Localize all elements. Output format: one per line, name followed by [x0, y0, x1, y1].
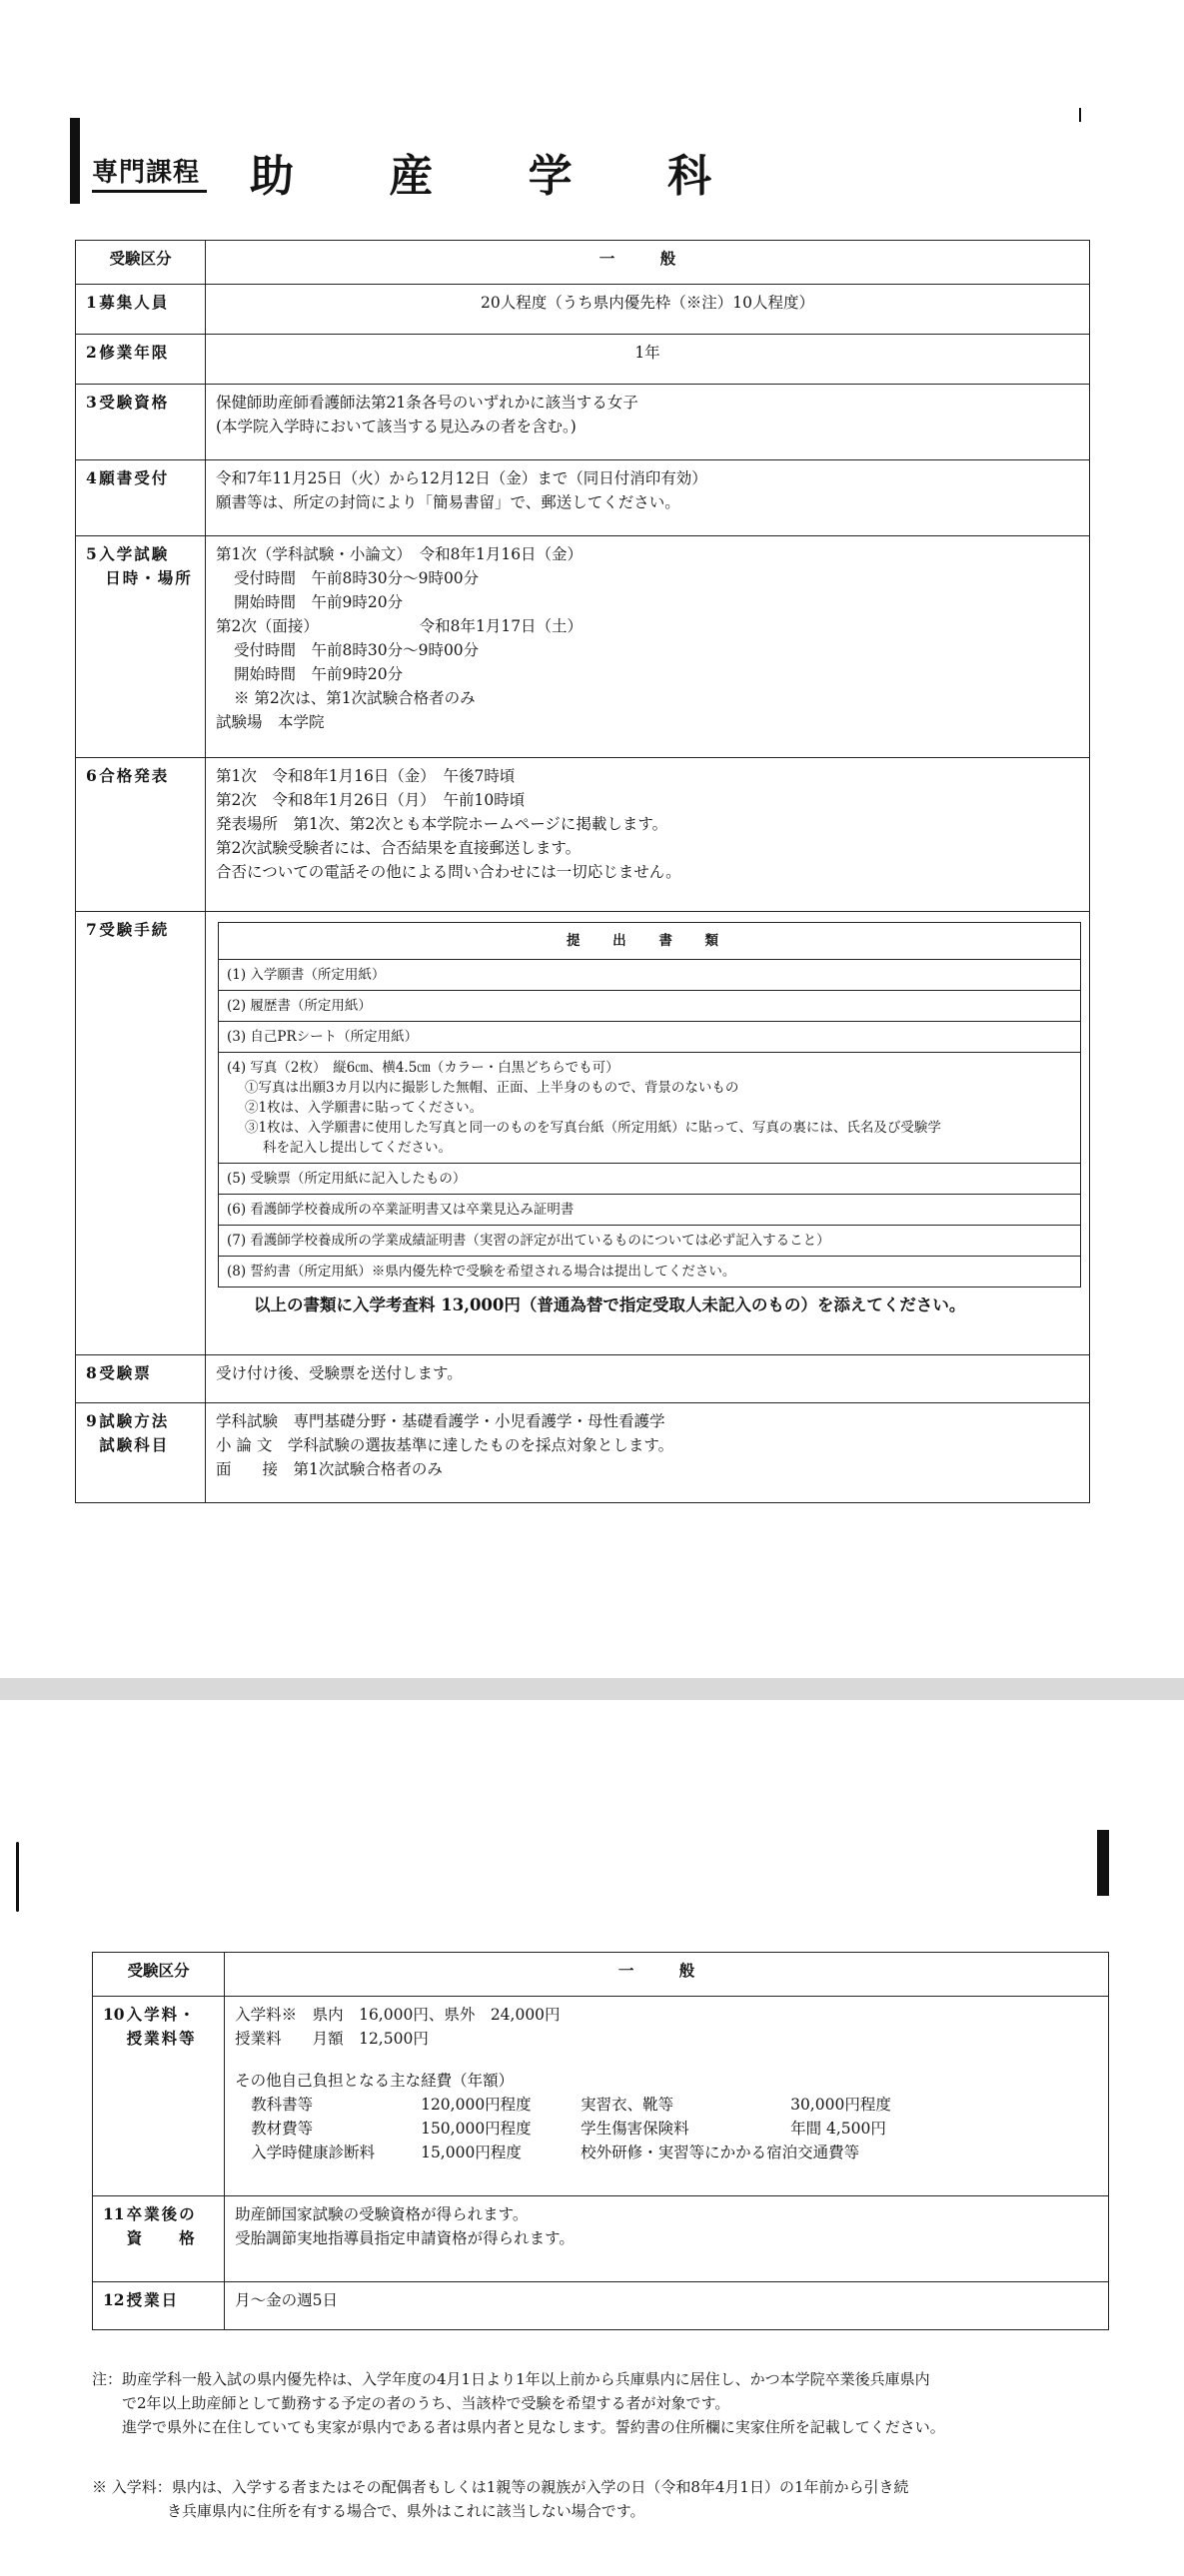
exam-category-label: 受験区分: [76, 241, 206, 285]
tuition-fee: 授業料 月額 12,500円: [235, 2030, 429, 2048]
row-label-qualification: 卒業後の: [126, 2204, 197, 2223]
row-label-procedure: 受験手続: [97, 912, 205, 1355]
results-line: 第2次 令和8年1月26日（月） 午前10時頃: [216, 791, 526, 809]
eligibility-line: (本学院入学時において該当する見込みの者を含む。): [216, 418, 577, 435]
exam-category-label: 受験区分: [93, 1953, 225, 1997]
entrance-fee: 入学料※ 県内 16,000円、県外 24,000円: [235, 2006, 561, 2024]
document-item: (3) 自己PRシート（所定用紙）: [219, 1022, 1081, 1053]
cost-amount: 120,000円程度: [421, 2096, 532, 2114]
table-row: [93, 2282, 1109, 2330]
row-label-class-days: 授業日: [125, 2282, 225, 2330]
document-item: (4) 写真（2枚） 縦6㎝、横4.5㎝（カラー・白黒どちらでも可）: [227, 1060, 619, 1076]
eligibility-line: 保健師助産師看護師法第21条各号のいずれかに該当する女子: [216, 394, 638, 412]
cost-amount: 年間 4,500円: [790, 2120, 886, 2138]
row-number: 7: [76, 912, 98, 1355]
scan-mark: [1079, 108, 1081, 122]
table-row: [76, 1403, 1090, 1503]
photo-requirement: ③1枚は、入学願書に使用した写真と同一のものを写真台紙（所定用紙）に貼って、写真の裏には、氏名及び受験学: [245, 1120, 941, 1136]
note-line: き兵庫県内に住所を有する場合で、県外はこれに該当しない場合です。: [92, 2502, 645, 2520]
fees-table: [92, 1952, 1109, 2330]
row-label-exam-schedule: 入学試験: [99, 544, 170, 563]
table-row: [76, 536, 1090, 758]
table-row: [93, 2196, 1109, 2282]
qualification-line: 受胎調節実地指導員指定申請資格が得られます。: [235, 2229, 575, 2247]
page-2: [0, 1700, 1184, 2576]
other-costs-grid: [251, 2093, 1098, 2164]
admissions-table: [75, 240, 1090, 1503]
photo-requirement: ②1枚は、入学願書に貼ってください。: [245, 1100, 484, 1116]
schedule-line: ※ 第2次は、第1次試験合格者のみ: [234, 689, 476, 707]
table-row: [76, 385, 1090, 460]
qualification-line: 助産師国家試験の受験資格が得られます。: [235, 2205, 529, 2223]
course-category-label: 専門課程: [92, 158, 201, 188]
exam-ticket-value: 受け付け後、受験票を送付します。: [216, 1364, 463, 1382]
table-row: [76, 912, 1090, 1355]
page-separator: [0, 1678, 1184, 1700]
cost-amount: 150,000円程度: [421, 2120, 532, 2138]
header-underline: [92, 190, 207, 193]
table-row: [76, 335, 1090, 385]
photo-requirement: ①写真は出願3カ月以内に撮影した無帽、正面、上半身のもので、背景のないもの: [245, 1080, 739, 1096]
row-label-application: 願書受付: [97, 460, 205, 536]
row-number: 6: [76, 758, 98, 912]
document-item: (8) 誓約書（所定用紙）※県内優先枠で受験を希望される場合は提出してください。: [219, 1257, 1081, 1288]
document-item: (5) 受験票（所定用紙に記入したもの）: [219, 1164, 1081, 1195]
priority-quota-note: [92, 2367, 945, 2439]
row-label-exam-subjects: 試験科目: [99, 1435, 170, 1454]
row-number: 5: [76, 536, 98, 758]
note-line: 進学で県外に在住していても実家が県内である者は県内者と見なします。誓約書の住所欄に実家住所を記載してください。: [92, 2418, 945, 2436]
row-label-exam-method: 試験方法: [99, 1411, 170, 1430]
table-row: [93, 1997, 1109, 2196]
row-number: 8: [76, 1355, 98, 1403]
table-header-row: [76, 241, 1090, 285]
table-row: [76, 285, 1090, 335]
exam-method-line: 小 論 文 学科試験の選抜基準に達したものを採点対象とします。: [216, 1436, 674, 1454]
row-number: 11: [93, 2196, 125, 2282]
capacity-value: 20人程度（うち県内優先枠（※注）10人程度）: [481, 294, 814, 312]
table-header-row: [93, 1953, 1109, 1997]
document-item: (7) 看護師学校養成所の学業成績証明書（実習の評定が出ているものについては必ず記入すること）: [219, 1226, 1081, 1257]
exam-method-line: 学科試験 専門基礎分野・基礎看護学・小児看護学・母性看護学: [216, 1412, 665, 1430]
results-line: 第2次試験受験者には、合否結果を直接郵送します。: [216, 839, 582, 857]
schedule-line: 第1次（学科試験・小論文） 令和8年1月16日（金）: [216, 545, 584, 563]
table-row: [76, 460, 1090, 536]
note-line: ※ 入学料：県内は、入学する者またはその配偶者もしくは1親等の親族が入学の日（令和8年4月1日）の1年前から引き続: [92, 2478, 909, 2496]
scan-mark: [16, 1842, 19, 1912]
note-line: 注：助産学科一般入試の県内優先枠は、入学年度の4月1日より1年以上前から兵庫県内に居住し、かつ本学院卒業後兵庫県内: [92, 2370, 930, 2388]
row-label-results: 合格発表: [97, 758, 205, 912]
cost-item: 校外研修・実習等にかかる宿泊交通費等: [581, 2144, 860, 2161]
cost-item: 学生傷害保険料: [581, 2120, 689, 2138]
row-number: 1: [76, 285, 98, 335]
note-line: で2年以上助産師として勤務する予定の者のうち、当該枠で受験を希望する者が対象です。: [92, 2394, 730, 2412]
schedule-line: 開始時間 午前9時20分: [234, 593, 404, 611]
cost-amount: 15,000円程度: [421, 2144, 522, 2161]
cost-item: 教材費等: [251, 2120, 314, 2138]
results-line: 合否についての電話その他による問い合わせには一切応じません。: [216, 863, 681, 881]
exam-category-value: 一 般: [206, 241, 1090, 285]
photo-requirement: 科を記入し提出してください。: [263, 1140, 452, 1156]
row-number: 12: [93, 2282, 125, 2330]
cost-item: 教科書等: [251, 2096, 314, 2114]
row-number: 3: [76, 385, 98, 460]
row-label-fees: 入学料・: [126, 2005, 197, 2024]
duration-value: 1年: [634, 344, 660, 362]
class-days-value: 月～金の週5日: [235, 2291, 338, 2309]
cost-item: 実習衣、靴等: [581, 2096, 674, 2114]
document-item: (1) 入学願書（所定用紙）: [219, 960, 1081, 991]
exam-category-value: 一 般: [225, 1953, 1109, 1997]
results-line: 発表場所 第1次、第2次とも本学院ホームページに掲載します。: [216, 815, 668, 833]
application-line: 令和7年11月25日（火）から12月12日（金）まで（同日付消印有効）: [216, 469, 707, 487]
row-label-exam-ticket: 受験票: [97, 1355, 205, 1403]
other-costs-title: その他自己負担となる主な経費（年額）: [235, 2072, 515, 2090]
schedule-line: 試験場 本学院: [216, 713, 325, 731]
header-bar: [70, 118, 80, 204]
documents-header: 提 出 書 類: [219, 923, 1081, 960]
cost-amount: 30,000円程度: [790, 2096, 891, 2114]
row-number: 10: [93, 1997, 125, 2196]
exam-fee-note: 以上の書類に入学考査料 13,000円（普通為替で指定受取人未記入のもの）を添えてください。: [254, 1295, 966, 1314]
row-label-qualification-2: 資 格: [126, 2228, 197, 2247]
row-label-eligibility: 受験資格: [97, 385, 205, 460]
document-item: (6) 看護師学校養成所の卒業証明書又は卒業見込み証明書: [219, 1195, 1081, 1226]
exam-method-line: 面 接 第1次試験合格者のみ: [216, 1460, 443, 1478]
schedule-line: 第2次（面接） 令和8年1月17日（土）: [216, 617, 584, 635]
results-line: 第1次 令和8年1月16日（金） 午後7時頃: [216, 767, 516, 785]
documents-table: [218, 922, 1081, 1288]
table-row: [76, 758, 1090, 912]
document-item: (2) 履歴書（所定用紙）: [219, 991, 1081, 1022]
row-label-duration: 修業年限: [97, 335, 205, 385]
row-label-capacity: 募集人員: [97, 285, 205, 335]
schedule-line: 受付時間 午前8時30分～9時00分: [234, 569, 480, 587]
entrance-fee-note: [92, 2475, 909, 2523]
schedule-line: 受付時間 午前8時30分～9時00分: [234, 641, 480, 659]
schedule-line: 開始時間 午前9時20分: [234, 665, 404, 683]
page-title: 助 産 学 科: [250, 151, 751, 202]
application-line: 願書等は、所定の封筒により「簡易書留」で、郵送してください。: [216, 493, 680, 511]
row-number: 4: [76, 460, 98, 536]
table-row: [76, 1355, 1090, 1403]
row-number: 9: [76, 1403, 98, 1503]
scan-mark: [1097, 1830, 1109, 1896]
row-label-fees-2: 授業料等: [126, 2029, 197, 2048]
cost-item: 入学時健康診断料: [251, 2144, 376, 2161]
row-number: 2: [76, 335, 98, 385]
row-label-exam-schedule-2: 日時・場所: [105, 568, 193, 587]
